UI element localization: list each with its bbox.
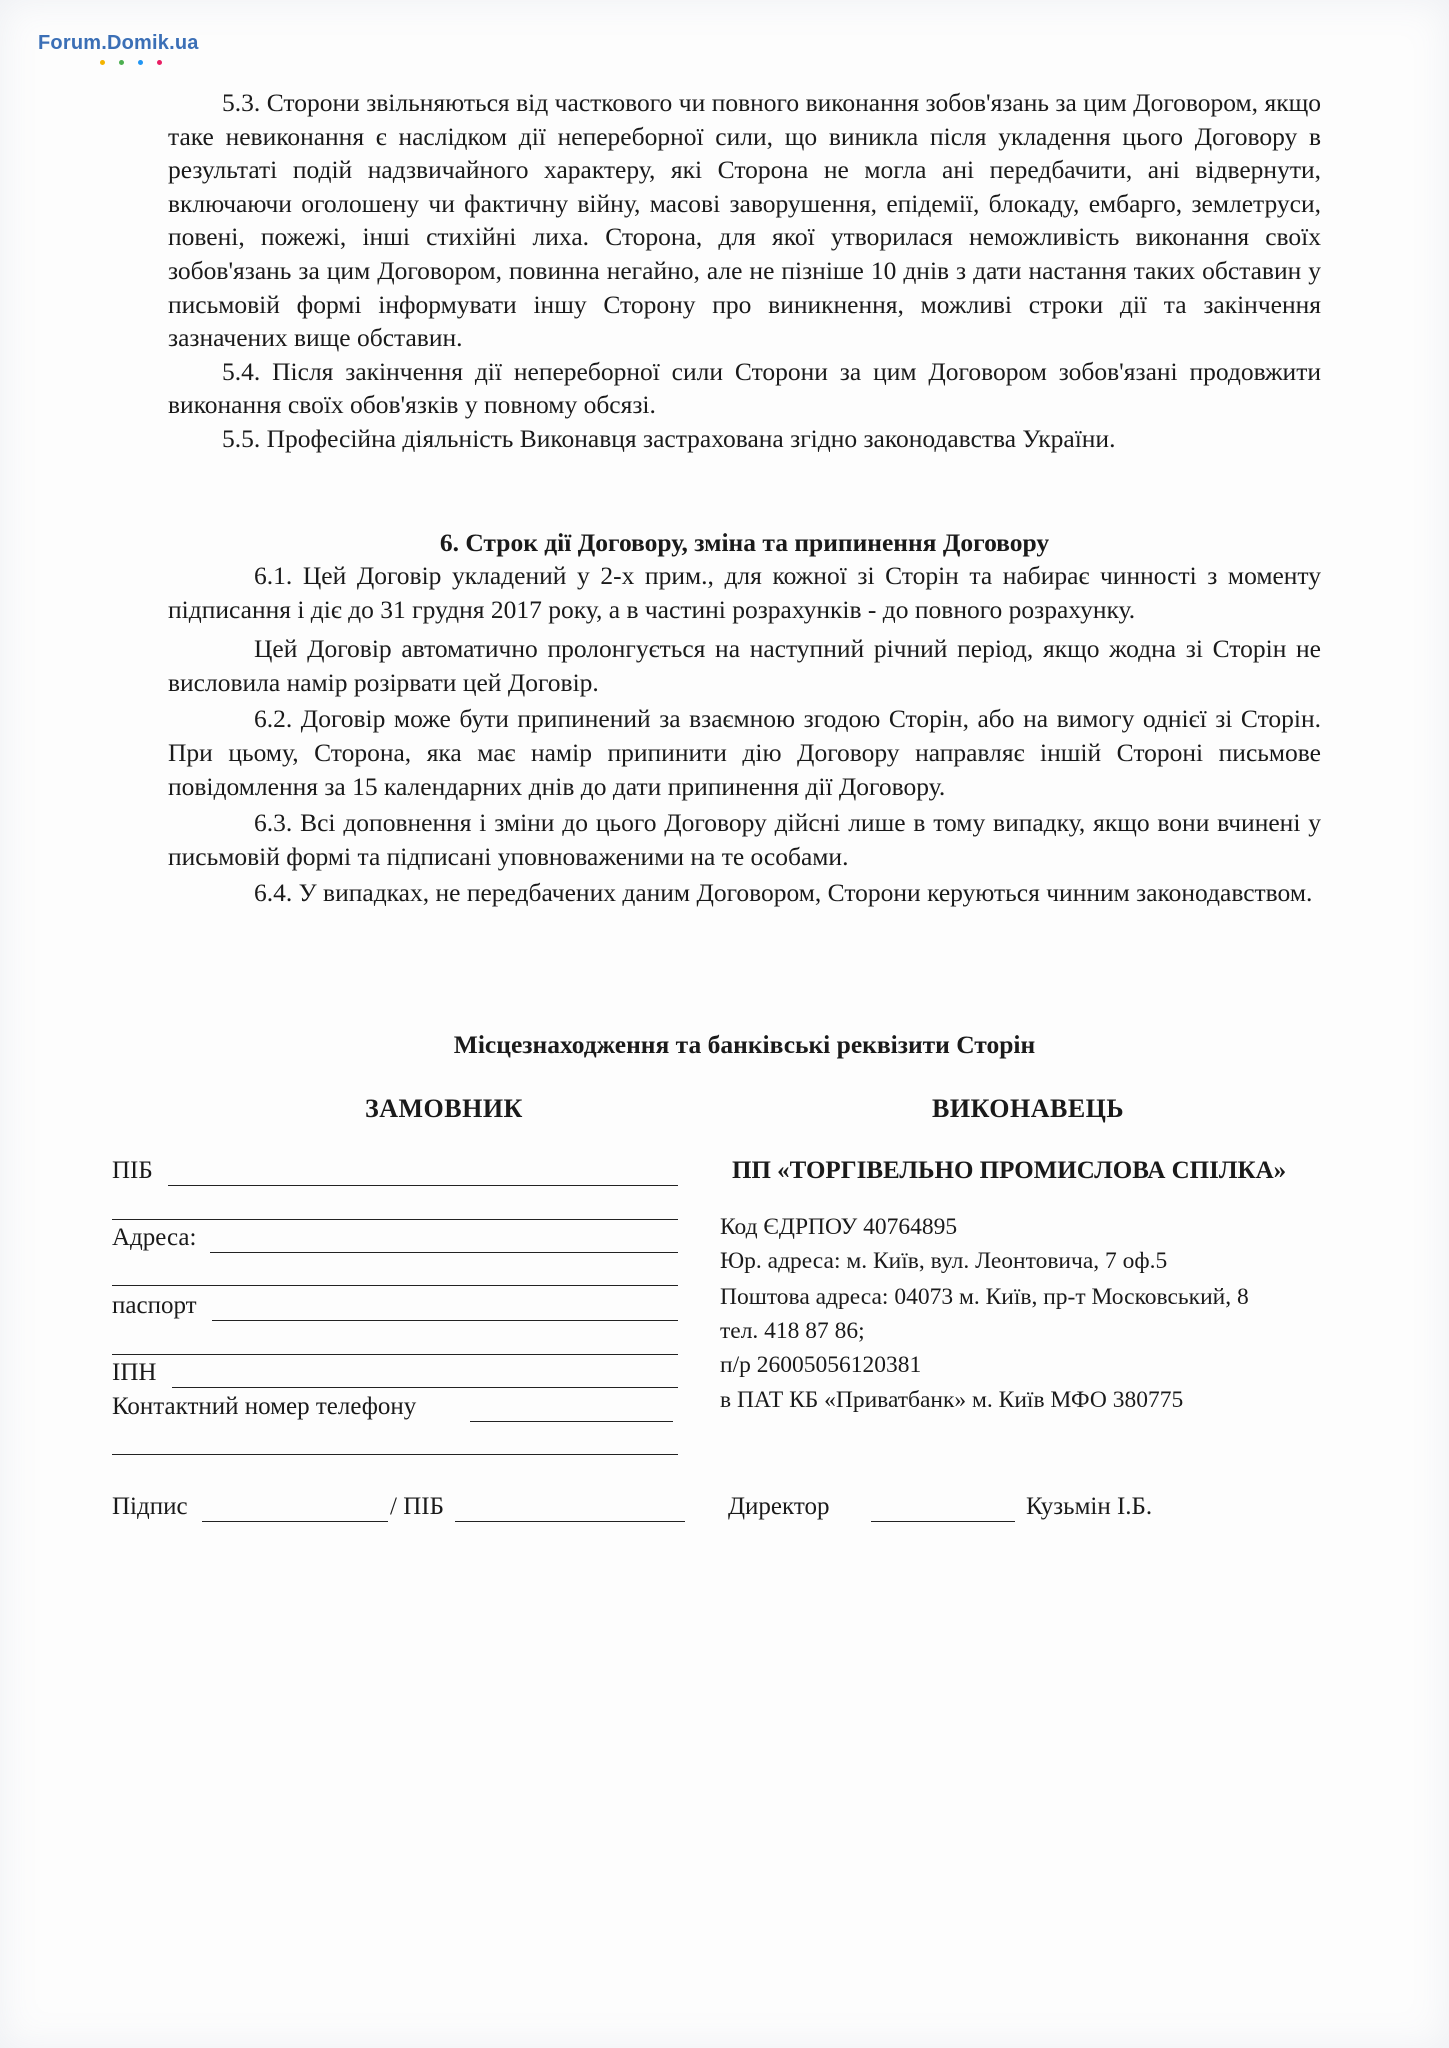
clause-5-5: 5.5. Професійна діяльність Виконавця застрахована згідно законодавства України. — [222, 423, 1116, 453]
contractor-director-signature-field[interactable] — [871, 1521, 1015, 1522]
contractor-postal-address: Поштова адреса: 04073 м. Київ, пр-т Московський, 8 — [720, 1284, 1249, 1310]
contractor-title: ВИКОНАВЕЦЬ — [932, 1094, 1125, 1123]
customer-passport-field[interactable] — [212, 1320, 678, 1321]
clause-6-1: 6.1. Цей Договір укладений у 2-х прим., для кожної зі Сторін та набирає чинності з моменту підписання і діє до 31 грудня 2017 року, а в частині розрахунків - до повного розрахунку. — [168, 561, 1321, 624]
customer-address-label: Адреса: — [112, 1224, 197, 1251]
contractor-phone: тел. 418 87 86; — [720, 1318, 865, 1344]
customer-pib-field[interactable] — [168, 1185, 678, 1186]
customer-phone-field-line2[interactable] — [112, 1454, 678, 1455]
watermark-dots — [100, 60, 162, 65]
watermark-dot — [157, 60, 162, 65]
clause-5-4: 5.4. Після закінчення дії непереборної сили Сторони за цим Договором зобов'язані продовжити виконання своїх обов'язків у повному обсязі. — [168, 356, 1321, 420]
section-6-heading: 6. Строк дії Договору, зміна та припинення Договору — [439, 528, 1050, 557]
watermark-dot — [100, 60, 105, 65]
contractor-director-name: Кузьмін І.Б. — [1026, 1493, 1153, 1520]
customer-signature-label: Підпис — [112, 1493, 188, 1520]
customer-signature-pib-label: / ПІБ — [390, 1493, 444, 1520]
clause-6-3: 6.3. Всі доповнення і зміни до цього Договору дійсні лише в тому випадку, якщо вони вчинені у письмовій формі та підписані уповноваженими на те особами. — [168, 808, 1321, 871]
requisites-heading: Місцезнаходження та банківські реквізити Сторін — [453, 1030, 1036, 1059]
customer-signature-field[interactable] — [202, 1521, 388, 1522]
clause-5-3: 5.3. Сторони звільняються від часткового чи повного виконання зобов'язань за цим Договором, якщо таке невиконання є наслідком дії непереборної сили, що виникла після укладення цього Договору в результаті подій надзвичайного характеру, які Сторона не могла ані передбачити, ані відвернути, включаючи оголошену чи фактичну війну, масові заворушення, епідемії, блокаду, ембарго, землетруси, повені, пожежі, інші стихійні лиха. Сторона, для якої утворилася неможливість виконання своїх зобов'язань за цим Договором, повинна негайно, але не пізніше 10 днів з дати настання таких обставин у письмовій формі інформувати іншу Сторону про виникнення, можливі строки дії та закінчення зазначених вище обставин. — [168, 88, 1321, 353]
clause-6-4: 6.4. У випадках, не передбачених даним Договором, Сторони керуються чинним законодавством. — [254, 878, 1313, 908]
section-5-body — [168, 86, 1321, 456]
customer-title: ЗАМОВНИК — [365, 1094, 523, 1123]
contractor-edrpou: Код ЄДРПОУ 40764895 — [720, 1214, 958, 1240]
clause-6-2: 6.2. Договір може бути припинений за взаємною згодою Сторін, або на вимогу однієї зі Сторін. При цьому, Сторона, яка має намір припинити дію Договору направляє іншій Стороні письмове повідомлення за 15 календарних днів до дати припинення дії Договору. — [168, 704, 1321, 801]
customer-passport-label: паспорт — [112, 1292, 197, 1319]
clause-6-1-prolongation: Цей Договір автоматично пролонгується на наступний річний період, якщо жодна зі Сторін не висловила намір розірвати цей Договір. — [168, 634, 1321, 697]
customer-ipn-label: ІПН — [112, 1359, 157, 1386]
contractor-legal-address: Юр. адреса: м. Київ, вул. Леонтовича, 7 оф.5 — [720, 1248, 1168, 1274]
watermark-dot — [138, 60, 143, 65]
customer-address-field-line2[interactable] — [112, 1285, 678, 1286]
customer-phone-field[interactable] — [470, 1421, 673, 1422]
site-watermark: Forum.Domik.ua — [38, 32, 199, 54]
section-6-body — [168, 559, 1321, 910]
contractor-account: п/р 26005056120381 — [720, 1352, 922, 1378]
customer-ipn-field[interactable] — [172, 1387, 678, 1388]
customer-pib-label: ПІБ — [112, 1157, 153, 1184]
customer-passport-field-line2[interactable] — [112, 1354, 678, 1355]
customer-address-field[interactable] — [210, 1252, 678, 1253]
contractor-company-name: ПП «ТОРГІВЕЛЬНО ПРОМИСЛОВА СПІЛКА» — [732, 1157, 1287, 1184]
customer-signature-pib-field[interactable] — [455, 1521, 685, 1522]
contractor-bank: в ПАТ КБ «Приватбанк» м. Київ МФО 380775 — [720, 1387, 1184, 1413]
customer-phone-label: Контактний номер телефону — [112, 1393, 417, 1420]
watermark-dot — [119, 60, 124, 65]
customer-pib-field-line2[interactable] — [112, 1219, 678, 1220]
contractor-director-label: Директор — [728, 1493, 830, 1520]
